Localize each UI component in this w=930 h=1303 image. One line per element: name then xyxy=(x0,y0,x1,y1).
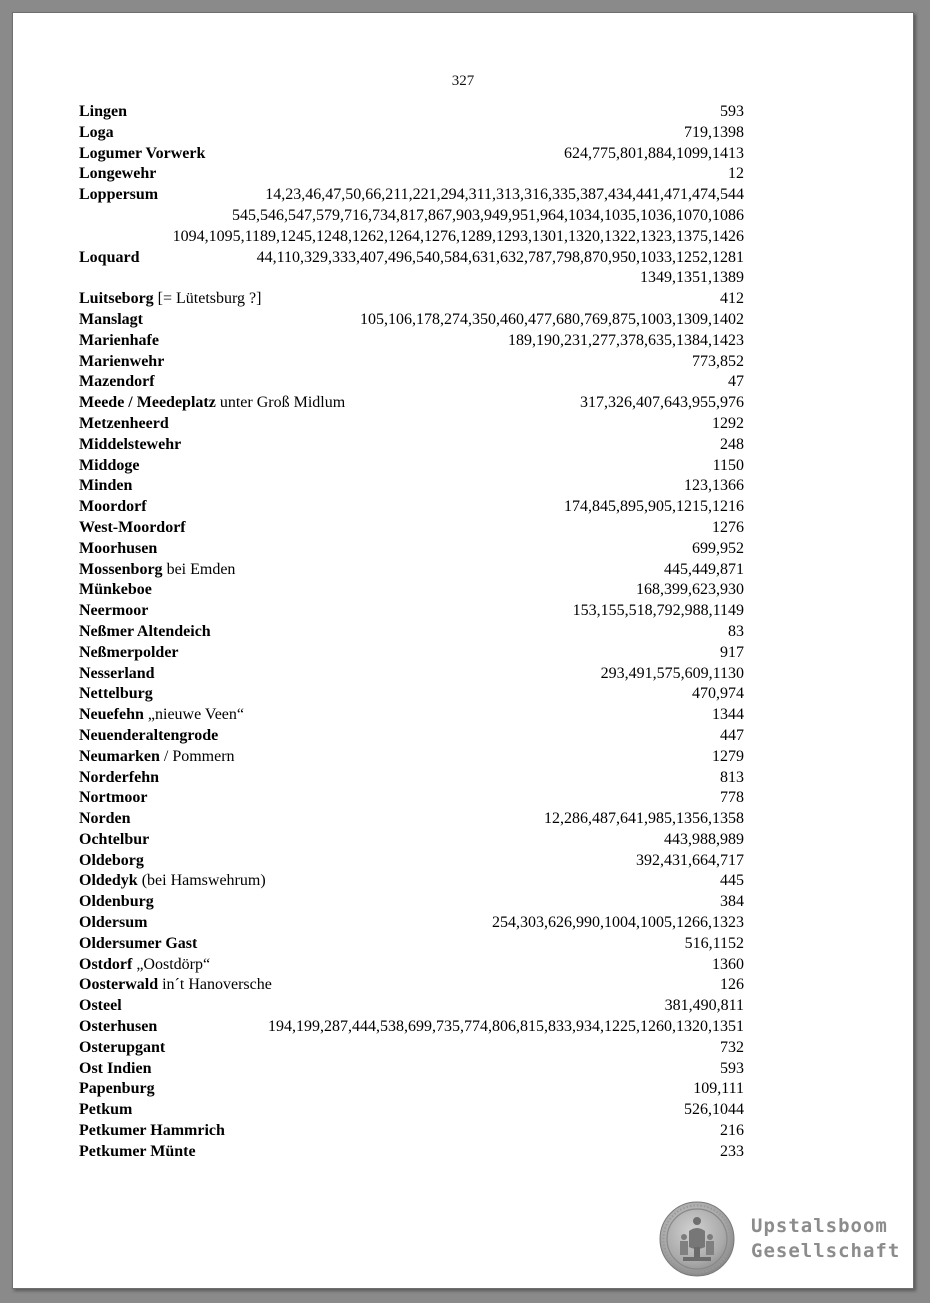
entry-label xyxy=(79,185,158,206)
place-name: Oosterwald xyxy=(79,976,159,994)
place-name: Oldeborg xyxy=(79,851,144,869)
place-note: unter Groß Midlum xyxy=(215,394,346,412)
index-entry xyxy=(79,809,744,830)
page-references: 384 xyxy=(720,893,744,911)
page-references: 470,974 xyxy=(692,685,744,703)
index-entry xyxy=(79,560,744,581)
entry-label xyxy=(79,643,179,664)
entry-label xyxy=(79,352,164,373)
entry-label xyxy=(79,747,235,768)
entry-label xyxy=(79,144,205,165)
index-entry xyxy=(79,497,744,518)
page-references: 445 xyxy=(720,872,744,890)
page-references: 47 xyxy=(728,373,744,391)
page-references: 1279 xyxy=(712,747,744,765)
place-note: bei Emden xyxy=(162,560,236,578)
entry-label xyxy=(79,1059,151,1080)
index-entry xyxy=(79,788,744,809)
index-entry xyxy=(79,435,744,456)
page-references: 1360 xyxy=(712,955,744,973)
place-name: Logumer Vorwerk xyxy=(79,144,206,162)
entry-label xyxy=(79,1038,165,1059)
place-note: „Oostdörp“ xyxy=(132,955,211,973)
page-references: 293,491,575,609,1130 xyxy=(600,664,744,682)
entry-label xyxy=(79,518,186,539)
place-name: Oldersumer Gast xyxy=(79,934,198,952)
place-name: Neuefehn xyxy=(79,706,144,724)
entry-label xyxy=(79,248,139,269)
place-name: Mossenborg xyxy=(79,560,163,578)
index-entry xyxy=(79,331,744,352)
index-entry xyxy=(79,185,744,206)
index-entry xyxy=(79,871,744,892)
entry-label xyxy=(79,768,159,789)
place-note: (bei Hamswehrum) xyxy=(137,872,266,890)
page-references: 917 xyxy=(720,643,744,661)
entry-label xyxy=(79,560,235,581)
place-name: Ost Indien xyxy=(79,1059,152,1077)
place-name: Loga xyxy=(79,123,114,141)
page-references: 194,199,287,444,538,699,735,774,806,815,833,934,1225,1260,1320,1351 xyxy=(268,1018,744,1036)
index-entry xyxy=(79,414,744,435)
index-entry-continuation xyxy=(79,268,744,289)
entry-label xyxy=(79,580,152,601)
place-name: Longewehr xyxy=(79,165,157,183)
page-references: 593 xyxy=(720,1059,744,1077)
page-references: 83 xyxy=(728,622,744,640)
index-entry xyxy=(79,768,744,789)
page-references: 44,110,329,333,407,496,540,584,631,632,787,798,870,950,1033,1252,1281 xyxy=(256,248,744,266)
place-name: Nortmoor xyxy=(79,789,148,807)
index-entry xyxy=(79,851,744,872)
entry-label xyxy=(79,788,147,809)
index-entry xyxy=(79,934,744,955)
index-entry xyxy=(79,955,744,976)
page-references: 447 xyxy=(720,726,744,744)
page-references: 1349,1351,1389 xyxy=(640,269,744,287)
page-references: 109,111 xyxy=(693,1080,744,1098)
page-references: 392,431,664,717 xyxy=(636,851,744,869)
index-entry xyxy=(79,248,744,269)
page-references: 168,399,623,930 xyxy=(636,581,744,599)
index-entry xyxy=(79,372,744,393)
entry-label xyxy=(79,435,181,456)
place-name: Neermoor xyxy=(79,602,149,620)
place-name: Moorhusen xyxy=(79,539,158,557)
society-logo-text xyxy=(751,1214,900,1264)
entry-label xyxy=(79,705,244,726)
entry-label xyxy=(79,1121,225,1142)
entry-label xyxy=(79,289,261,310)
page-references: 773,852 xyxy=(692,352,744,370)
index-entry xyxy=(79,310,744,331)
place-name: Meede / Meedeplatz xyxy=(79,394,216,412)
index-entry xyxy=(79,123,744,144)
page-references: 126 xyxy=(720,976,744,994)
index-entries xyxy=(79,102,744,1163)
index-entry xyxy=(79,539,744,560)
entry-label xyxy=(79,975,272,996)
page-number: 327 xyxy=(451,73,475,89)
page-references: 813 xyxy=(720,768,744,786)
place-name: Neßmerpolder xyxy=(79,643,179,661)
entry-label xyxy=(79,476,132,497)
place-name: Oldedyk xyxy=(79,872,138,890)
document-page xyxy=(12,12,914,1289)
index-entry xyxy=(79,975,744,996)
place-name: Loquard xyxy=(79,248,140,266)
entry-label xyxy=(79,622,211,643)
place-name: Marienwehr xyxy=(79,352,165,370)
page-references: 516,1152 xyxy=(684,934,744,952)
place-name: Mazendorf xyxy=(79,373,155,391)
entry-label xyxy=(79,996,122,1017)
index-entry xyxy=(79,684,744,705)
place-name: Middoge xyxy=(79,456,140,474)
page-references: 699,952 xyxy=(692,539,744,557)
index-entry xyxy=(79,1142,744,1163)
index-entry-continuation xyxy=(79,206,744,227)
page-references: 105,106,178,274,350,460,477,680,769,875,1003,1309,1402 xyxy=(360,310,744,328)
index-entry xyxy=(79,892,744,913)
place-name: Neßmer Altendeich xyxy=(79,622,211,640)
logo-line-2: Gesellschaft xyxy=(751,1240,901,1262)
index-entry xyxy=(79,1121,744,1142)
index-entry-continuation xyxy=(79,227,744,248)
index-entry xyxy=(79,705,744,726)
index-entry xyxy=(79,289,744,310)
entry-label xyxy=(79,830,149,851)
entry-label xyxy=(79,456,139,477)
page-references: 445,449,871 xyxy=(664,560,744,578)
place-name: Oldenburg xyxy=(79,893,154,911)
entry-label xyxy=(79,539,157,560)
page-references: 12 xyxy=(728,165,744,183)
place-name: West-Moordorf xyxy=(79,518,186,536)
place-name: Oldersum xyxy=(79,914,148,932)
place-name: Ochtelbur xyxy=(79,830,150,848)
entry-label xyxy=(79,871,266,892)
index-entry xyxy=(79,144,744,165)
place-name: Nesserland xyxy=(79,664,155,682)
entry-label xyxy=(79,955,210,976)
page-references: 216 xyxy=(720,1122,744,1140)
page-references: 526,1044 xyxy=(684,1101,744,1119)
entry-label xyxy=(79,913,147,934)
place-name: Moordorf xyxy=(79,498,147,516)
entry-label xyxy=(79,1142,196,1163)
page-references: 233 xyxy=(720,1142,744,1160)
entry-label xyxy=(79,1079,155,1100)
entry-label xyxy=(79,726,218,747)
logo-line-1: Upstalsboom xyxy=(751,1215,888,1237)
page-references: 732 xyxy=(720,1038,744,1056)
place-name: Papenburg xyxy=(79,1080,155,1098)
index-entry xyxy=(79,580,744,601)
seal-icon xyxy=(659,1201,735,1277)
entry-label xyxy=(79,414,169,435)
page-references: 443,988,989 xyxy=(664,830,744,848)
place-name: Petkumer Hammrich xyxy=(79,1122,225,1140)
place-name: Petkum xyxy=(79,1101,133,1119)
place-name: Manslagt xyxy=(79,310,143,328)
page-references: 1094,1095,1189,1245,1248,1262,1264,1276,1289,1293,1301,1320,1322,1323,1375,1426 xyxy=(172,227,744,245)
index-entry xyxy=(79,393,744,414)
index-entry xyxy=(79,1017,744,1038)
entry-label xyxy=(79,934,197,955)
place-name: Marienhafe xyxy=(79,331,159,349)
entry-label xyxy=(79,892,154,913)
page-references: 123,1366 xyxy=(684,477,744,495)
page-references: 12,286,487,641,985,1356,1358 xyxy=(544,810,744,828)
place-name: Minden xyxy=(79,477,133,495)
place-name: Osteel xyxy=(79,997,122,1015)
place-name: Lingen xyxy=(79,103,128,120)
page-references: 14,23,46,47,50,66,211,221,294,311,313,316,335,387,434,441,471,474,544 xyxy=(265,186,744,204)
entry-label xyxy=(79,1100,132,1121)
entry-label xyxy=(79,601,148,622)
page-references: 624,775,801,884,1099,1413 xyxy=(564,144,744,162)
page-references: 153,155,518,792,988,1149 xyxy=(572,602,744,620)
page-references: 1344 xyxy=(712,706,744,724)
page-references: 778 xyxy=(720,789,744,807)
index-entry xyxy=(79,456,744,477)
place-name: Luitseborg xyxy=(79,290,154,308)
index-entry xyxy=(79,664,744,685)
entry-label xyxy=(79,102,127,123)
entry-label xyxy=(79,331,159,352)
entry-label xyxy=(79,809,131,830)
entry-label xyxy=(79,372,155,393)
index-entry xyxy=(79,747,744,768)
place-name: Norderfehn xyxy=(79,768,159,786)
index-entry xyxy=(79,913,744,934)
page-references: 593 xyxy=(720,103,744,120)
place-note: in´t Hanoversche xyxy=(158,976,272,994)
index-entry xyxy=(79,726,744,747)
entry-label xyxy=(79,684,153,705)
index-entry xyxy=(79,643,744,664)
entry-label xyxy=(79,664,155,685)
index-entry xyxy=(79,1100,744,1121)
index-entry xyxy=(79,622,744,643)
place-name: Osterhusen xyxy=(79,1018,158,1036)
index-entry xyxy=(79,830,744,851)
page-references: 545,546,547,579,716,734,817,867,903,949,951,964,1034,1035,1036,1070,1086 xyxy=(232,206,744,224)
page-references: 1150 xyxy=(712,456,744,474)
index-entry xyxy=(79,102,744,123)
page-references: 1276 xyxy=(712,518,744,536)
page-references: 719,1398 xyxy=(684,123,744,141)
page-references: 317,326,407,643,955,976 xyxy=(580,394,744,412)
place-name: Osterupgant xyxy=(79,1038,166,1056)
entry-label xyxy=(79,1017,157,1038)
index-entry xyxy=(79,996,744,1017)
page-references: 254,303,626,990,1004,1005,1266,1323 xyxy=(492,914,744,932)
page-references: 412 xyxy=(720,290,744,308)
page-references: 1292 xyxy=(712,414,744,432)
place-name: Neuenderaltengrode xyxy=(79,726,219,744)
place-name: Metzenheerd xyxy=(79,414,169,432)
place-note: „nieuwe Veen“ xyxy=(143,706,244,724)
entry-label xyxy=(79,393,345,414)
index-entry xyxy=(79,1079,744,1100)
page-references: 381,490,811 xyxy=(664,997,744,1015)
page-references: 174,845,895,905,1215,1216 xyxy=(564,498,744,516)
entry-label xyxy=(79,310,143,331)
index-entry xyxy=(79,1038,744,1059)
index-entry xyxy=(79,518,744,539)
page-references: 248 xyxy=(720,435,744,453)
index-entry xyxy=(79,352,744,373)
place-name: Münkeboe xyxy=(79,581,152,599)
place-name: Norden xyxy=(79,810,131,828)
index-entry xyxy=(79,601,744,622)
entry-label xyxy=(79,164,156,185)
place-name: Petkumer Münte xyxy=(79,1142,196,1160)
entry-label xyxy=(79,497,147,518)
place-name: Ostdorf xyxy=(79,955,133,973)
place-name: Middelstewehr xyxy=(79,435,182,453)
place-name: Loppersum xyxy=(79,186,159,204)
index-entry xyxy=(79,164,744,185)
page-references: 189,190,231,277,378,635,1384,1423 xyxy=(508,331,744,349)
place-name: Nettelburg xyxy=(79,685,153,703)
place-name: Neumarken xyxy=(79,747,160,765)
place-note: [= Lütetsburg ?] xyxy=(153,290,262,308)
place-note: / Pommern xyxy=(159,747,235,765)
entry-label xyxy=(79,851,144,872)
entry-label xyxy=(79,123,114,144)
index-entry xyxy=(79,476,744,497)
index-entry xyxy=(79,1059,744,1080)
